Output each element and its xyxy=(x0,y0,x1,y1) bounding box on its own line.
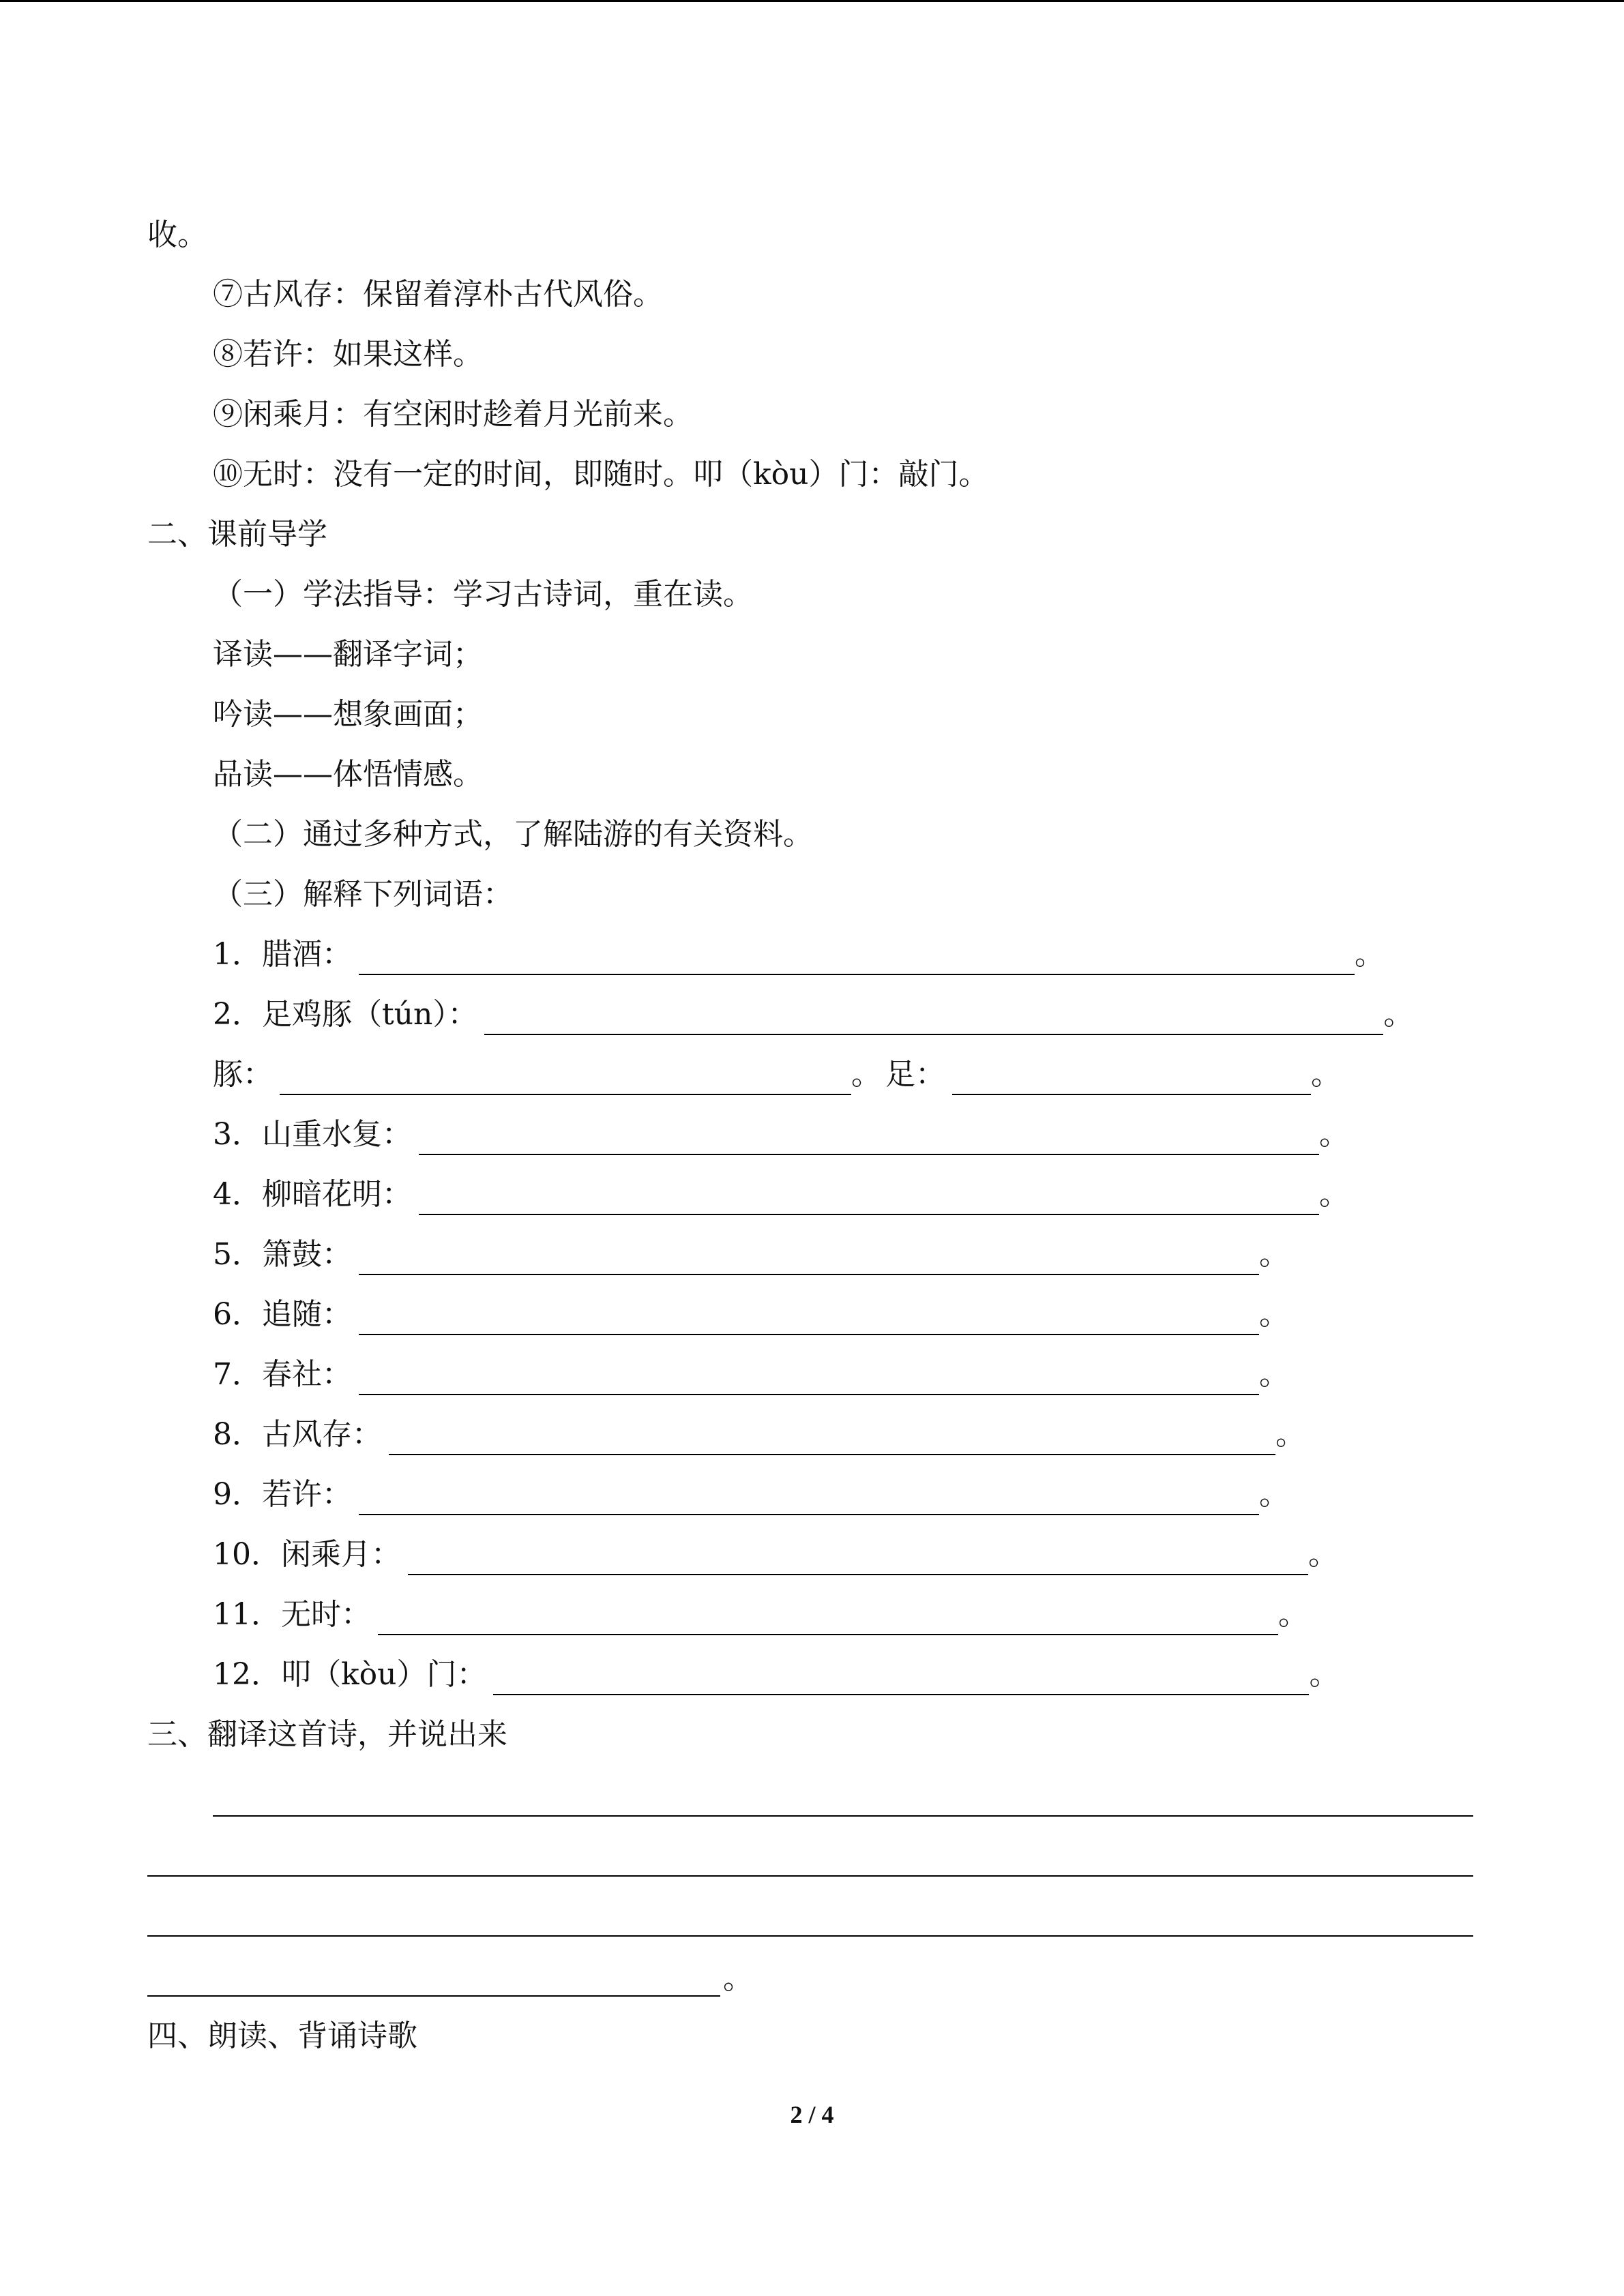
vocab-label: 4．柳暗花明： xyxy=(213,1177,412,1212)
note-7: ⑦古风存：保留着淳朴古代风俗。 xyxy=(213,277,663,312)
answer-blank[interactable] xyxy=(419,1124,1319,1155)
answer-blank[interactable] xyxy=(484,1004,1383,1035)
answer-blank[interactable] xyxy=(952,1064,1311,1095)
vocab-item-3 xyxy=(213,1114,1349,1155)
answer-blank[interactable] xyxy=(419,1184,1319,1215)
vocab-item-5 xyxy=(213,1234,1289,1275)
period: 。 xyxy=(1319,1177,1349,1212)
answer-blank[interactable] xyxy=(359,944,1355,975)
answer-blank[interactable] xyxy=(359,1304,1259,1335)
answer-blank[interactable] xyxy=(378,1604,1278,1635)
vocab-item-10 xyxy=(213,1534,1338,1575)
vocab-label: 2．足鸡豚（tún）： xyxy=(213,997,478,1032)
section-4-heading: 四、朗读、背诵诗歌 xyxy=(147,2018,417,2053)
page-number: 2 / 4 xyxy=(790,2101,834,2128)
vocab-label: 5．箫鼓： xyxy=(213,1237,352,1272)
vocab-item-7 xyxy=(213,1354,1289,1395)
note-8: ⑧若许：如果这样。 xyxy=(213,337,483,372)
period: 。 xyxy=(1259,1297,1289,1332)
vocab-item-6 xyxy=(213,1294,1289,1335)
period: 。 xyxy=(1259,1357,1289,1392)
translation-line-1[interactable] xyxy=(213,1815,1473,1817)
reading-step-2: 吟读——想象画面； xyxy=(213,697,483,732)
translation-period: 。 xyxy=(723,1961,753,1996)
vocab-item-12 xyxy=(213,1654,1339,1695)
period: 。 xyxy=(1309,1657,1340,1692)
vocab-label: 8．古风存： xyxy=(213,1417,382,1452)
vocab-label: 9．若许： xyxy=(213,1477,352,1512)
vocab-label: 12．叩（kòu）门： xyxy=(213,1657,487,1692)
vocab-label: 豚： xyxy=(213,1057,273,1092)
section-3-heading: 三、翻译这首诗，并说出来 xyxy=(147,1717,507,1752)
answer-blank[interactable] xyxy=(359,1364,1259,1395)
vocab-item-8 xyxy=(213,1414,1305,1455)
vocab-instruction: （三）解释下列词语： xyxy=(213,877,513,912)
vocab-item-2 xyxy=(213,994,1413,1035)
reading-step-3: 品读——体悟情感。 xyxy=(213,757,483,792)
vocab-label: 足： xyxy=(885,1057,945,1092)
period: 。 xyxy=(1259,1237,1289,1272)
period: 。 xyxy=(1383,997,1414,1032)
period: 。 xyxy=(851,1057,881,1092)
section-2-heading: 二、课前导学 xyxy=(147,517,327,552)
vocab-item-9 xyxy=(213,1474,1289,1515)
vocab-item-11 xyxy=(213,1594,1308,1635)
vocab-label: 7．春社： xyxy=(213,1357,352,1392)
vocab-item-1 xyxy=(213,934,1385,975)
answer-blank[interactable] xyxy=(389,1424,1275,1455)
period: 。 xyxy=(1275,1417,1305,1452)
answer-blank[interactable] xyxy=(408,1544,1308,1575)
translation-line-3[interactable] xyxy=(147,1935,1473,1937)
period: 。 xyxy=(1259,1477,1289,1512)
vocab-label: 10．闲乘月： xyxy=(213,1537,401,1572)
vocab-label: 11．无时： xyxy=(213,1597,371,1632)
note-9: ⑨闲乘月：有空闲时趁着月光前来。 xyxy=(213,397,693,432)
answer-blank[interactable] xyxy=(493,1664,1309,1695)
answer-blank[interactable] xyxy=(359,1244,1259,1275)
method-guide: （一）学法指导：学习古诗词，重在读。 xyxy=(213,577,753,612)
answer-blank[interactable] xyxy=(359,1484,1259,1515)
translation-line-4[interactable] xyxy=(147,1995,720,1997)
vocab-label: 6．追随： xyxy=(213,1297,352,1332)
period: 。 xyxy=(1308,1537,1338,1572)
period: 。 xyxy=(1278,1597,1308,1632)
note-10: ⑩无时：没有一定的时间，即随时。叩（kòu）门：敲门。 xyxy=(213,457,989,492)
vocab-label: 3．山重水复： xyxy=(213,1117,412,1152)
vocab-label: 1．腊酒： xyxy=(213,937,352,972)
reading-step-1: 译读——翻译字词； xyxy=(213,637,483,672)
research-task: （二）通过多种方式，了解陆游的有关资料。 xyxy=(213,817,813,852)
translation-line-2[interactable] xyxy=(147,1875,1473,1877)
answer-blank[interactable] xyxy=(280,1064,851,1095)
period: 。 xyxy=(1319,1117,1349,1152)
top-border xyxy=(0,0,1624,2)
period: 。 xyxy=(1355,937,1385,972)
vocab-item-4 xyxy=(213,1174,1349,1215)
vocab-item-2-parts xyxy=(213,1054,1341,1095)
note-continuation: 收。 xyxy=(147,218,207,252)
period: 。 xyxy=(1311,1057,1341,1092)
